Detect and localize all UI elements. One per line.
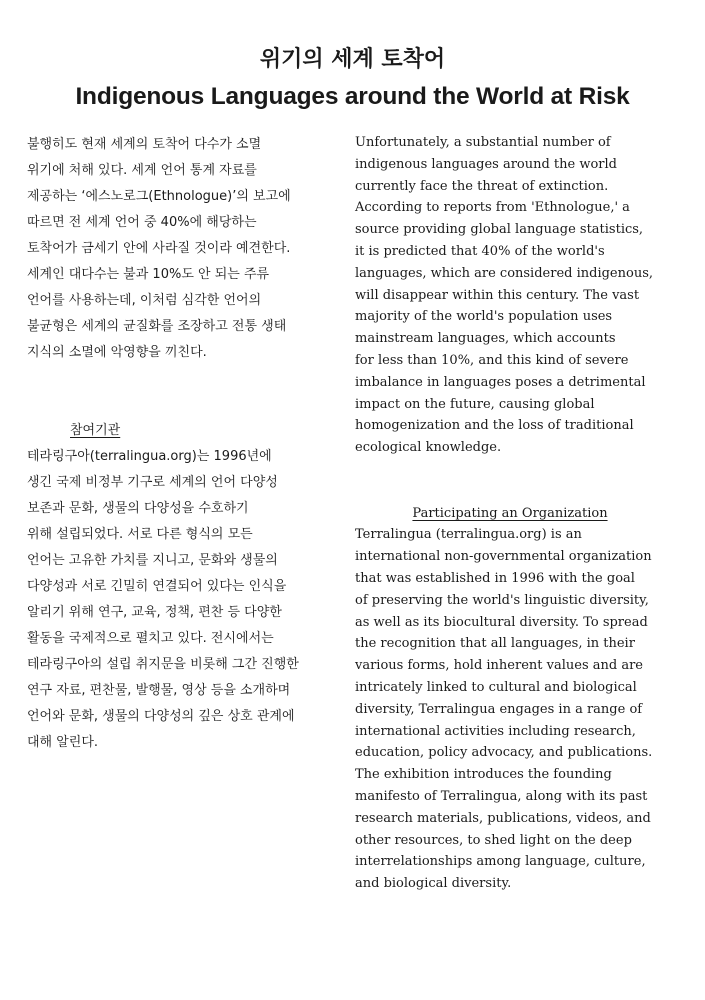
text-line: interrelationships among language, culture, [355,854,646,870]
english-title: Indigenous Languages around the World at Risk [75,83,630,111]
text-line: The exhibition introduces the founding [355,767,612,783]
korean-organization-paragraph [27,444,349,756]
text-line: 연구 자료, 편찬물, 발행물, 영상 등을 소개하며 [27,683,291,698]
text-line: ecological knowledge. [355,440,502,456]
text-line: 대해 알린다. [27,735,99,750]
text-line: impact on the future, causing global [355,396,595,412]
text-line: manifesto of Terralingua, along with its past [355,788,648,804]
text-line: 위기에 처해 있다. 세계 언어 통계 자료를 [27,163,257,178]
text-line: various forms, hold inherent values and are [355,658,643,674]
text-line: international non-governmental organization [355,549,652,565]
text-line: majority of the world's population uses [355,309,613,325]
text-line: intricately linked to cultural and biological [355,679,637,695]
text-line: imbalance in languages poses a detrimental [355,374,646,390]
text-line: source providing global language statistics, [355,222,644,238]
text-line: indigenous languages around the world [355,156,618,172]
text-line: 테라링구아(terralingua.org)는 1996년에 [27,449,272,464]
text-line: other resources, to shed light on the deep [355,832,632,848]
korean-column [27,132,349,756]
korean-section-heading: 참여기관 [70,423,121,438]
korean-paragraph-spacer [27,366,349,418]
text-line: 언어를 사용하는데, 이처럼 심각한 언어의 [27,293,262,308]
korean-intro-paragraph [27,132,349,366]
english-paragraph-spacer [355,481,665,503]
text-line: it is predicted that 40% of the world's [355,243,605,259]
text-line: for less than 10%, and this kind of severe [355,352,629,368]
text-line: and biological diversity. [355,876,512,892]
text-line: the recognition that all languages, in their [355,636,635,652]
text-line: 생긴 국제 비정부 기구로 세계의 언어 다양성 [27,475,278,490]
text-line: education, policy advocacy, and publications. [355,745,653,761]
text-line: languages, which are considered indigenous, [355,265,653,281]
text-line: 언어와 문화, 생물의 다양성의 깊은 상호 관계에 [27,709,295,724]
text-line: Terralingua (terralingua.org) is an [355,527,582,543]
text-line: 다양성과 서로 긴밀히 연결되어 있다는 인식을 [27,579,287,594]
text-line: mainstream languages, which accounts [355,331,616,347]
text-line: 제공하는 ‘에스노로그(Ethnologue)’의 보고에 [27,189,291,204]
text-line: as well as its biocultural diversity. To spread [355,614,648,630]
text-line: currently face the threat of extinction. [355,178,609,194]
english-intro-paragraph [355,132,665,459]
english-paragraph-spacer [355,459,665,481]
text-line: 보존과 문화, 생물의 다양성을 수호하기 [27,501,249,516]
text-line: will disappear within this century. The vast [355,287,640,303]
text-line: research materials, publications, videos, and [355,810,651,826]
text-line: Unfortunately, a substantial number of [355,135,611,150]
text-line: 활동을 국제적으로 펼치고 있다. 전시에서는 [27,631,274,646]
text-line: 불행히도 현재 세계의 토착어 다수가 소멸 [27,137,262,152]
text-line: diversity, Terralingua engages in a range of [355,701,643,717]
english-column [355,132,665,895]
english-organization-paragraph [355,524,665,895]
english-section-heading: Participating an Organization [412,505,608,521]
text-line: that was established in 1996 with the goal [355,570,635,586]
text-line: 불균형은 세계의 균질화를 조장하고 전통 생태 [27,319,287,334]
text-line: homogenization and the loss of traditional [355,418,634,434]
text-line: 세계인 대다수는 불과 10%도 안 되는 주류 [27,267,270,282]
text-line: 테라링구아의 설립 취지문을 비롯해 그간 진행한 [27,657,299,672]
text-line: 지식의 소멸에 악영향을 끼친다. [27,345,207,360]
text-line: 따르면 전 세계 언어 중 40%에 해당하는 [27,215,257,230]
text-line: 언어는 고유한 가치를 지니고, 문화와 생물의 [27,553,278,568]
korean-title: 위기의 세계 토착어 [259,46,446,72]
text-line: 토착어가 금세기 안에 사라질 것이라 예견한다. [27,241,291,256]
text-line: international activities including research, [355,723,636,739]
text-line: 알리기 위해 연구, 교육, 정책, 편찬 등 다양한 [27,605,282,620]
text-line: of preserving the world's linguistic diversity, [355,592,649,608]
text-line: According to reports from 'Ethnologue,' a [355,200,630,216]
text-line: 위해 설립되었다. 서로 다른 형식의 모든 [27,527,253,542]
